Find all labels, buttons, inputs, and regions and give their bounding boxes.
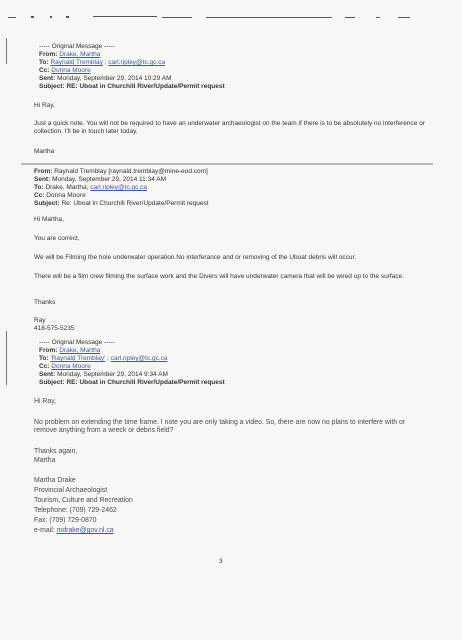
header-mark [50,16,52,18]
signoff: Martha [34,148,55,155]
from-label: From: [34,168,53,175]
header-mark [376,17,380,18]
sent-value: Monday, September 29, 2014 11:34 AM [52,176,167,183]
sent-label: Sent: [39,75,56,82]
signature-fax: Fax: (709) 729-0870 [34,517,97,524]
from-line [39,51,100,59]
header-mark [8,17,16,18]
from-line [34,168,208,176]
scan-margin-line [6,38,7,64]
email-label: e-mail: [34,527,57,534]
from-line [39,347,100,355]
subject-line [39,379,225,387]
to-link[interactable]: Raynald Tremblay [50,59,103,66]
from-value: Raynald Tremblay [raynald.tremblay@mine-eod.com] [54,168,208,175]
cc-link[interactable]: Donna Moore [51,363,91,370]
to-label: To: [39,59,49,66]
header-mark [206,17,332,18]
signature-name: Martha Drake [34,477,76,484]
sender-name: Ray [34,317,46,324]
to-line [34,184,147,192]
cc-line [39,363,91,371]
subject-label: Subject: [34,200,60,207]
cc-label: Cc: [39,363,50,370]
to-email-link[interactable]: carl.ripley@tc.gc.ca [110,355,168,362]
header-mark [345,17,355,18]
header-mark [66,16,69,18]
sent-value: Monday, September 29, 2014 9:34 AM [57,371,168,378]
signature-title: Provincial Archaeologist [34,487,108,494]
subject-line [34,200,209,208]
subject-value: Re: Uboat in Churchill River/Update/Permit request [61,200,209,207]
header-mark [31,16,34,18]
message-paragraph: You are correct, [34,235,80,242]
sent-value: Monday, September 29, 2014 10:29 AM [57,75,172,82]
to-line [39,355,168,363]
to-label: To: [39,355,49,362]
sent-line [39,75,172,83]
greeting: Hi Ray, [34,102,55,109]
from-link[interactable]: Drake, Martha [59,51,101,58]
subject-label: Subject: [39,379,65,386]
sent-line [39,371,168,379]
message-paragraph: We will be Filming the hole underwater operation.No interferance and or removing of the Uboat debris will occur. [34,254,357,261]
cc-link[interactable]: Donna Moore [51,67,91,74]
header-mark [398,17,410,18]
cc-label: Cc: [34,192,45,199]
sender-phone: 418-575-5235 [34,325,75,332]
original-message-separator: ----- Original Message ----- [39,43,115,50]
message-paragraph: There will be a film crew filming the surface work and the Divers will have underwater camera that will be wired up to the surface. [34,273,404,280]
to-link[interactable]: 'Raynald Tremblay' [50,355,106,362]
scan-margin-line [6,331,7,385]
to-separator: ; [102,59,109,66]
message-divider [21,163,433,165]
message-body: Just a quick note. You will not be required to have an underwater archaeologist on the team if there is to be absolutely no interference or collection. I'll be in touch later today. [34,120,425,136]
to-label: To: [34,184,44,191]
signature-email-line [34,527,114,535]
thanks: Thanks again, [34,448,78,455]
greeting: Hi Martha, [34,216,64,223]
to-value: Drake, Martha; [45,184,91,191]
subject-value: RE: Uboat in Churchill River/Update/Permit request [66,379,225,386]
subject-line [39,83,225,91]
sent-line [34,176,166,184]
thanks: Thanks [34,299,56,306]
original-message-separator: ----- Original Message ----- [39,339,115,346]
cc-label: Cc: [39,67,50,74]
from-label: From: [39,51,58,58]
cc-value: Donna Moore [46,192,86,199]
sent-label: Sent: [34,176,51,183]
header-mark [93,16,157,17]
cc-line [34,192,86,200]
message-body: No problem on extending the time frame. I note you are only taking a video. So, there are now no plans to interfere with or remove anything from a wreck or debris field? [34,419,406,435]
subject-value: RE: Uboat in Churchill River/Update/Permit request [66,83,225,90]
subject-label: Subject: [39,83,65,90]
signature-department: Tourism, Culture and Recreation [34,497,133,504]
from-link[interactable]: Drake, Martha [59,347,101,354]
to-separator: ; [105,355,111,362]
page-number: 3 [219,558,223,565]
email-link[interactable]: mdrake@gov.nl.ca [56,527,114,534]
greeting: Hi Ray, [34,398,57,405]
signoff: Martha [34,457,56,464]
to-email-link[interactable]: carl.ripley@tc.gc.ca [108,59,166,66]
cc-line [39,67,91,75]
from-label: From: [39,347,58,354]
signature-telephone: Telephone: (709) 729-2462 [34,507,117,514]
header-mark [162,17,192,18]
to-email-link[interactable]: carl.ripley@tc.gc.ca [90,184,148,191]
sent-label: Sent: [39,371,56,378]
to-line [39,59,165,67]
